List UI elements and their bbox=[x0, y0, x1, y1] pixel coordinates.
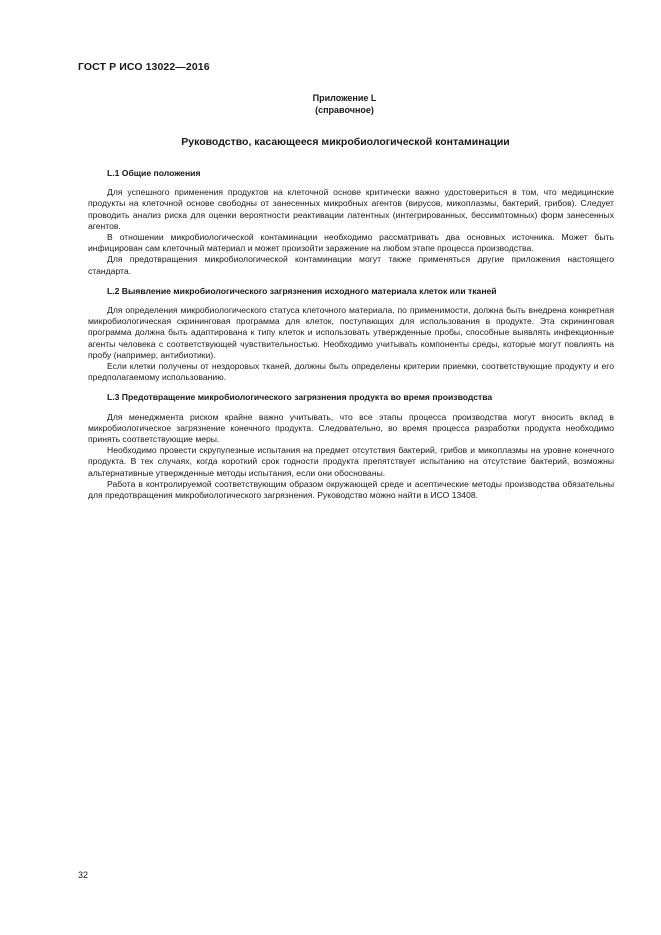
paragraph: Если клетки получены от нездоровых тканей, должны быть определены критерии приемки, соответствующие продукту и его предполагаемому использованию. bbox=[88, 361, 614, 383]
page-number: 32 bbox=[78, 870, 89, 880]
paragraph: В отношении микробиологической контаминации необходимо рассматривать два основных источника. Может быть инфицирован сам клеточный материал и может произойти заражение на любом этапе процесса производства. bbox=[88, 232, 614, 254]
appendix-heading bbox=[0, 92, 661, 116]
appendix-label: Приложение L bbox=[312, 93, 377, 103]
appendix-title: Руководство, касающееся микробиологической контаминации bbox=[181, 136, 510, 148]
paragraph: Для менеджмента риском крайне важно учитывать, что все этапы процесса производства могут вносить вклад в микробиологическое загрязнение конечного продукта. Следовательно, во время процесса разработки продукта необходимо принять соответствующие меры. bbox=[88, 411, 614, 445]
paragraph: Для определения микробиологического статуса клеточного материала, по применимости, должна быть внедрена конкретная микробиологическая скрининговая программа для клеток, поступающих для использования в продукте. Эта скрининговая программа должна быть адаптирована к типу клеток и использовать утвержденные пробы, способные выявлять инфекционные агенты человека с соответствующей чувствительностью. Необходимо учитывать компоненты среды, которые могут повлиять на пробу (например, антибиотики). bbox=[88, 305, 614, 360]
appendix-type: (справочное) bbox=[315, 105, 374, 115]
paragraph: Необходимо провести скрупулезные испытания на предмет отсутствия бактерий, грибов и микоплазмы на уровне конечного продукта. В тех случаях, когда короткий срок годности продукта препятствует испытанию на отсутствие бактерий, возможны альтернативные утвержденные методы испытания, если они обоснованы. bbox=[88, 445, 614, 478]
section-heading: L.3 Предотвращение микробиологического загрязнения продукта во время производства bbox=[107, 392, 493, 403]
paragraph: Для предотвращения микробиологической контаминации могут также применяться другие приложения настоящего стандарта. bbox=[88, 254, 614, 276]
document-header: ГОСТ Р ИСО 13022—2016 bbox=[78, 61, 210, 73]
document-body bbox=[88, 168, 614, 501]
section-heading: L.1 Общие положения bbox=[107, 168, 201, 178]
paragraph: Для успешного применения продуктов на клеточной основе критически важно удостовериться в том, что медицинские продукты на клеточной основе свободны от занесенных микробных агентов (вирусов, микоплазмы, бактерий, грибов). Следует проводить анализ риска для оценки вероятности реактивации латентных (интегрированных, бессимптомных) форм занесенных агентов. bbox=[88, 187, 614, 231]
appendix-title-block bbox=[0, 136, 661, 148]
section-heading: L.2 Выявление микробиологического загрязнения исходного материала клеток или тканей bbox=[107, 285, 497, 296]
paragraph: Работа в контролируемой соответствующим образом окружающей среде и асептические методы производства обязательны для предотвращения микробиологического загрязнения. Руководство можно найти в ИСО 13408. bbox=[88, 478, 614, 501]
